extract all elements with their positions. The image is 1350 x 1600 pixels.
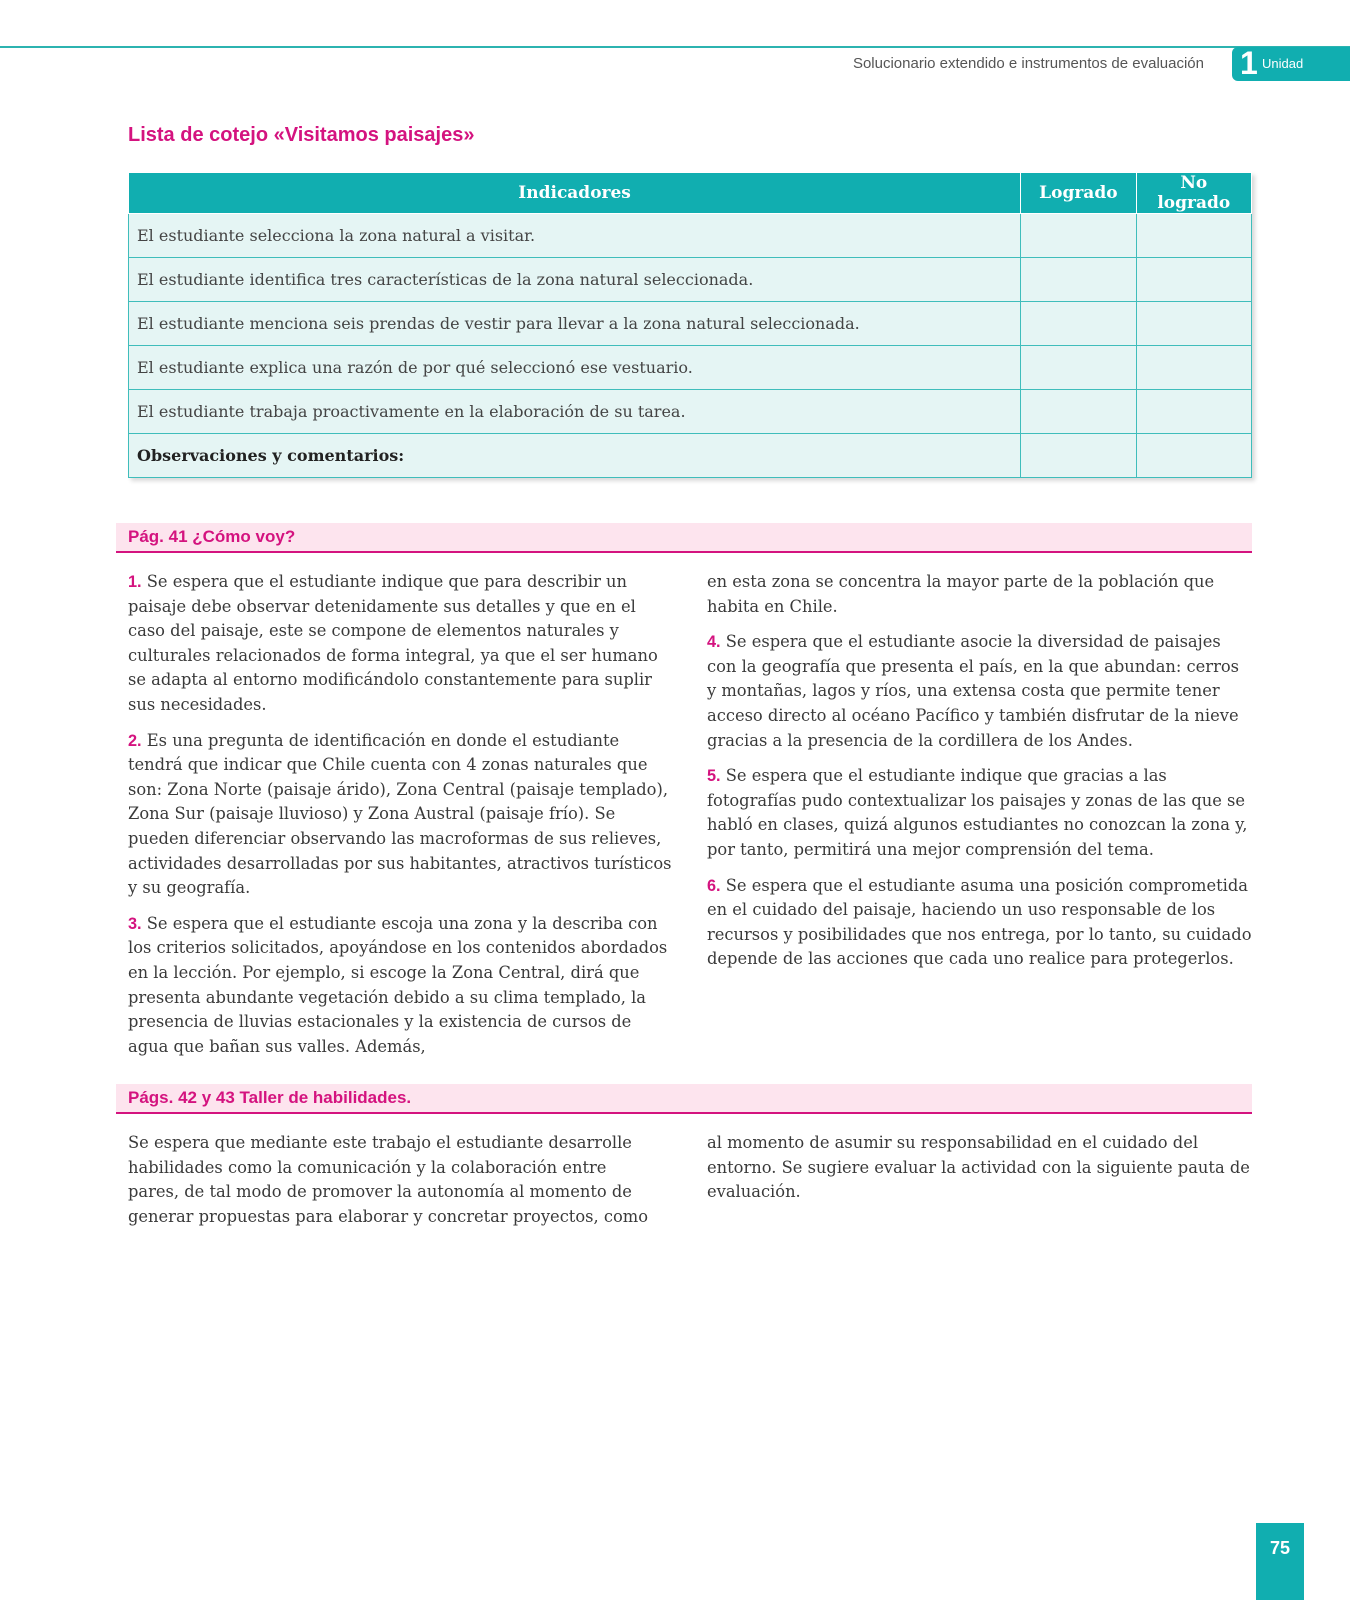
page-number: 75 <box>1256 1523 1304 1600</box>
no-logrado-cell[interactable] <box>1136 346 1251 390</box>
indicator-cell: El estudiante identifica tres características de la zona natural seleccionada. <box>129 258 1021 302</box>
table-row <box>129 302 1252 346</box>
observations-cell[interactable] <box>1136 434 1251 478</box>
no-logrado-cell[interactable] <box>1136 214 1251 258</box>
observations-label: Observaciones y comentarios: <box>129 434 1021 478</box>
logrado-cell[interactable] <box>1021 390 1136 434</box>
answer-item <box>128 912 674 1060</box>
answer-text: Es una pregunta de identificación en donde el estudiante tendrá que indicar que Chile cuenta con 4 zonas naturales que son: Zona Norte (paisaje árido), Zona Central (paisaje templado), Zona Sur (paisaje lluvioso) y Zona Austral (paisaje frío). Se pueden diferenciar observando las macroformas de sus relieves, actividades desarrolladas por sus habitantes, atractivos turísticos y su geografía. <box>128 730 672 898</box>
table-row <box>129 214 1252 258</box>
observations-cell[interactable] <box>1021 434 1136 478</box>
answer-text: Se espera que el estudiante asocie la diversidad de paisajes con la geografía que presenta el país, en la que abundan: cerros y montañas, lagos y ríos, una extensa costa que permite tener acceso directo al océano Pacífico y también disfrutar de la nieve gracias a la presencia de la cordillera de los Andes. <box>707 632 1240 750</box>
answer-item <box>707 630 1253 753</box>
logrado-cell[interactable] <box>1021 214 1136 258</box>
section-heading-band <box>116 1084 1252 1114</box>
header-logrado: Logrado <box>1021 173 1136 214</box>
observations-row <box>129 434 1252 478</box>
answer-continuation: en esta zona se concentra la mayor parte de la población que habita en Chile. <box>707 572 1215 616</box>
header-no-logrado: No logrado <box>1136 173 1251 214</box>
answer-text: Se espera que el estudiante asuma una posición comprometida en el cuidado del paisaje, haciendo un uso responsable de los recursos y posibilidades que nos entrega, por lo tanto, su cuidado depende de las acciones que cada uno realice para protegerlos. <box>707 875 1252 969</box>
right-column <box>707 570 1253 983</box>
section-heading: Págs. 42 y 43 Taller de habilidades. <box>128 1088 412 1107</box>
answer-item <box>707 874 1253 972</box>
answer-item <box>128 570 674 718</box>
right-column <box>707 1131 1253 1216</box>
indicator-cell: El estudiante explica una razón de por qué seleccionó ese vestuario. <box>129 346 1021 390</box>
answer-number: 1. <box>128 573 142 591</box>
checklist-table <box>128 172 1252 478</box>
answer-number: 5. <box>707 767 721 786</box>
answer-number: 6. <box>707 876 721 895</box>
answer-number: 4. <box>707 633 721 652</box>
unit-tab <box>1232 47 1350 81</box>
unit-number: 1 <box>1240 45 1258 81</box>
no-logrado-cell[interactable] <box>1136 390 1251 434</box>
header-rule <box>0 46 1350 48</box>
table-row <box>129 258 1252 302</box>
answer-item <box>128 729 674 901</box>
answer-number: 2. <box>128 731 142 750</box>
table-row <box>129 390 1252 434</box>
checklist-title: Lista de cotejo «Visitamos paisajes» <box>128 124 475 146</box>
left-column <box>128 1131 656 1240</box>
answer-text: Se espera que el estudiante indique que para describir un paisaje debe observar detenidamente sus detalles y que en el caso del paisaje, este se compone de elementos naturales y culturales relacionados de forma integral, ya que el ser humano se adapta al entorno modificándolo constantemente para suplir sus necesidades. <box>128 572 658 714</box>
logrado-cell[interactable] <box>1021 258 1136 302</box>
table-header-row <box>129 173 1252 214</box>
answer-item <box>707 764 1253 862</box>
paragraph: Se espera que mediante este trabajo el estudiante desarrolle habilidades como la comunicación y la colaboración entre pares, de tal modo de promover la autonomía al momento de generar propuestas para elaborar y concretar proyectos, como <box>128 1133 649 1226</box>
no-logrado-cell[interactable] <box>1136 302 1251 346</box>
no-logrado-cell[interactable] <box>1136 258 1251 302</box>
logrado-cell[interactable] <box>1021 346 1136 390</box>
left-column <box>128 570 674 1070</box>
answer-text: Se espera que el estudiante escoja una zona y la describa con los criterios solicitados, apoyándose en los contenidos abordados en la lección. Por ejemplo, si escoge la Zona Central, dirá que presenta abundante vegetación debido a su clima templado, la presencia de lluvias estacionales y la existencia de cursos de agua que bañan sus valles. Además, <box>128 913 668 1056</box>
indicator-cell: El estudiante selecciona la zona natural a visitar. <box>129 214 1021 258</box>
indicator-cell: El estudiante menciona seis prendas de vestir para llevar a la zona natural seleccionada. <box>129 302 1021 346</box>
paragraph: al momento de asumir su responsabilidad en el cuidado del entorno. Se sugiere evaluar la actividad con la siguiente pauta de evaluación. <box>707 1133 1250 1202</box>
indicator-cell: El estudiante trabaja proactivamente en la elaboración de su tarea. <box>129 390 1021 434</box>
section-heading-band <box>116 523 1252 553</box>
answer-text: Se espera que el estudiante indique que gracias a las fotografías pudo contextualizar los paisajes y zonas de las que se habló en clases, quizá algunos estudiantes no conozcan la zona y, por tanto, permitirá una mejor comprensión del tema. <box>707 766 1248 859</box>
unit-label: Unidad <box>1262 56 1304 71</box>
table-row <box>129 346 1252 390</box>
logrado-cell[interactable] <box>1021 302 1136 346</box>
header-indicadores: Indicadores <box>129 173 1021 214</box>
running-header: Solucionario extendido e instrumentos de evaluación <box>852 55 1204 72</box>
answer-number: 3. <box>128 914 142 933</box>
section-heading: Pág. 41 ¿Cómo voy? <box>128 527 296 546</box>
